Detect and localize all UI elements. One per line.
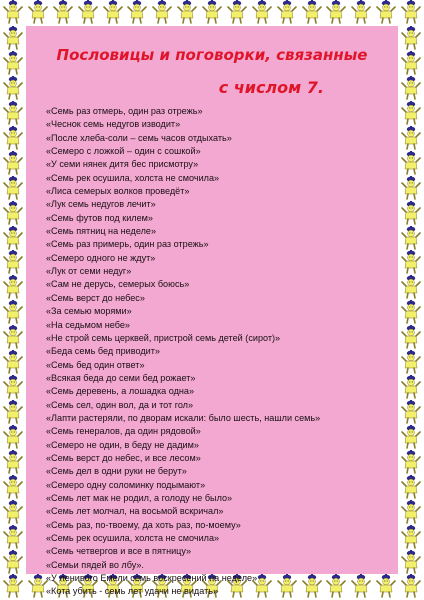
proverb-list (46, 105, 391, 599)
proverb-item: «Семь четвергов и все в пятницу» (46, 546, 192, 557)
proverb-item: «У семи нянек дитя бес присмотру» (46, 159, 199, 170)
proverb-item: «Семь лет молчал, на восьмой вскричал» (46, 506, 224, 517)
proverb-item: «Семь сел, один вол, да и тот гол» (46, 399, 194, 410)
proverb-item: «Кота убить - семь лет удачи не видать» (46, 586, 219, 597)
cartoon-figure-icon (27, 0, 49, 26)
cartoon-figure-icon (0, 400, 26, 424)
proverb-item: «Лук семь недугов лечит» (46, 199, 156, 210)
proverb-item: «Семь раз, по-твоему, да хоть раз, по-моему» (46, 519, 241, 530)
proverb-item: «Семь верст до небес» (46, 292, 145, 303)
cartoon-figure-icon (398, 375, 424, 399)
cartoon-figure-icon (398, 450, 424, 474)
proverb-item: «Семеро не один, в беду не дадим» (46, 439, 199, 450)
proverb-item: «Семь верст до небес, и все лесом» (46, 452, 201, 463)
cartoon-figure-icon (398, 176, 424, 200)
cartoon-figure-icon (0, 275, 26, 299)
cartoon-figure-icon (398, 250, 424, 274)
proverb-item: «Семь рек осушила, холста не смочила» (46, 533, 220, 543)
cartoon-figure-icon (325, 0, 347, 26)
cartoon-figure-icon (398, 425, 424, 449)
proverb-item: «Семь раз отмерь, один раз отрежь» (46, 106, 203, 116)
cartoon-figure-icon (398, 550, 424, 574)
border-top (0, 0, 424, 26)
proverb-item: «Семеро одну соломинку подымают» (46, 479, 206, 490)
cartoon-figure-icon (251, 0, 273, 26)
proverb-item: «За семью морями» (46, 306, 132, 317)
cartoon-figure-icon (0, 51, 26, 75)
cartoon-figure-icon (0, 450, 26, 474)
proverb-item: «Лапти растеряли, по дворам искали: было шесть, нашли семь» (46, 412, 321, 423)
cartoon-figure-icon (0, 176, 26, 200)
cartoon-figure-icon (398, 51, 424, 75)
cartoon-figure-icon (398, 300, 424, 324)
page-title-line-2: с числом 7. (218, 78, 324, 97)
proverb-item: «На седьмом небе» (46, 319, 130, 330)
cartoon-figure-icon (0, 350, 26, 374)
cartoon-figure-icon (0, 26, 26, 50)
cartoon-figure-icon (276, 0, 298, 26)
cartoon-figure-icon (0, 201, 26, 225)
proverb-item: «После хлеба-соли – семь часов отдыхать» (46, 132, 232, 143)
proverb-item: «Семь раз примерь, один раз отрежь» (46, 239, 209, 250)
cartoon-figure-icon (0, 475, 26, 499)
cartoon-figure-icon (398, 126, 424, 150)
page-title-line-1: Пословицы и поговорки, связанные (56, 46, 368, 64)
cartoon-figure-icon (0, 425, 26, 449)
cartoon-figure-icon (398, 400, 424, 424)
cartoon-figure-icon (398, 500, 424, 524)
cartoon-figure-icon (77, 0, 99, 26)
cartoon-figure-icon (0, 226, 26, 250)
proverb-item: «Сам не дерусь, семерых боюсь» (46, 279, 190, 290)
cartoon-figure-icon (398, 151, 424, 175)
cartoon-figure-icon (176, 0, 198, 26)
cartoon-figure-icon (398, 325, 424, 349)
proverb-item: «Семь бед один ответ» (46, 359, 145, 370)
cartoon-figure-icon (0, 76, 26, 100)
cartoon-figure-icon (52, 0, 74, 26)
cartoon-figure-icon (0, 250, 26, 274)
proverb-item: «Семьи пядей во лбу». (46, 559, 144, 570)
cartoon-figure-icon (398, 76, 424, 100)
proverb-item: «Семь футов под килем» (46, 212, 153, 223)
content-panel (26, 26, 398, 597)
cartoon-figure-icon (226, 0, 248, 26)
cartoon-figure-icon (0, 500, 26, 524)
cartoon-figure-icon (400, 574, 422, 600)
cartoon-figure-icon (0, 550, 26, 574)
proverb-item: «Семь генералов, да один рядовой» (46, 426, 201, 437)
cartoon-figure-icon (398, 101, 424, 125)
proverb-item: «Семь дел в одни руки не берут» (46, 466, 187, 477)
cartoon-figure-icon (102, 0, 124, 26)
cartoon-figure-icon (0, 151, 26, 175)
cartoon-figure-icon (0, 300, 26, 324)
proverb-item: «Беда семь бед приводит» (46, 346, 160, 357)
proverb-item: «Семь лет мак не родил, а голоду не было» (46, 492, 233, 503)
proverb-item: «Семь деревень, а лошадка одна» (46, 386, 195, 397)
cartoon-figure-icon (398, 350, 424, 374)
cartoon-figure-icon (0, 101, 26, 125)
proverb-item: «Чеснок семь недугов изводит» (46, 119, 181, 130)
cartoon-figure-icon (398, 475, 424, 499)
proverb-item: «Семеро одного не ждут» (46, 252, 156, 263)
proverb-item: «Не строй семь церквей, пристрой семь детей (сирот)» (46, 332, 281, 343)
proverb-item: «Всякая беда до семи бед рожает» (46, 372, 196, 383)
proverb-item: «Семеро с ложкой – один с сошкой» (46, 146, 201, 157)
cartoon-figure-icon (0, 126, 26, 150)
cartoon-figure-icon (398, 525, 424, 549)
cartoon-figure-icon (2, 574, 24, 600)
cartoon-figure-icon (151, 0, 173, 26)
border-right (398, 26, 424, 574)
proverb-item: «Лиса семерых волков проведёт» (46, 186, 190, 197)
cartoon-figure-icon (398, 275, 424, 299)
proverb-item: «Семь рек осушила, холста не смочила» (46, 172, 220, 183)
proverb-item: «Семь пятниц на неделе» (46, 226, 157, 237)
cartoon-figure-icon (201, 0, 223, 26)
border-left (0, 26, 26, 574)
cartoon-figure-icon (398, 201, 424, 225)
cartoon-figure-icon (398, 26, 424, 50)
cartoon-figure-icon (2, 0, 24, 26)
cartoon-figure-icon (0, 325, 26, 349)
cartoon-figure-icon (398, 226, 424, 250)
cartoon-figure-icon (375, 0, 397, 26)
proverb-item: «У ленивого Емели семь воскресений на неделе» (46, 573, 258, 584)
cartoon-figure-icon (0, 525, 26, 549)
cartoon-figure-icon (0, 375, 26, 399)
cartoon-figure-icon (350, 0, 372, 26)
cartoon-figure-icon (301, 0, 323, 26)
proverb-item: «Лук от семи недуг» (46, 266, 132, 277)
cartoon-figure-icon (400, 0, 422, 26)
cartoon-figure-icon (126, 0, 148, 26)
